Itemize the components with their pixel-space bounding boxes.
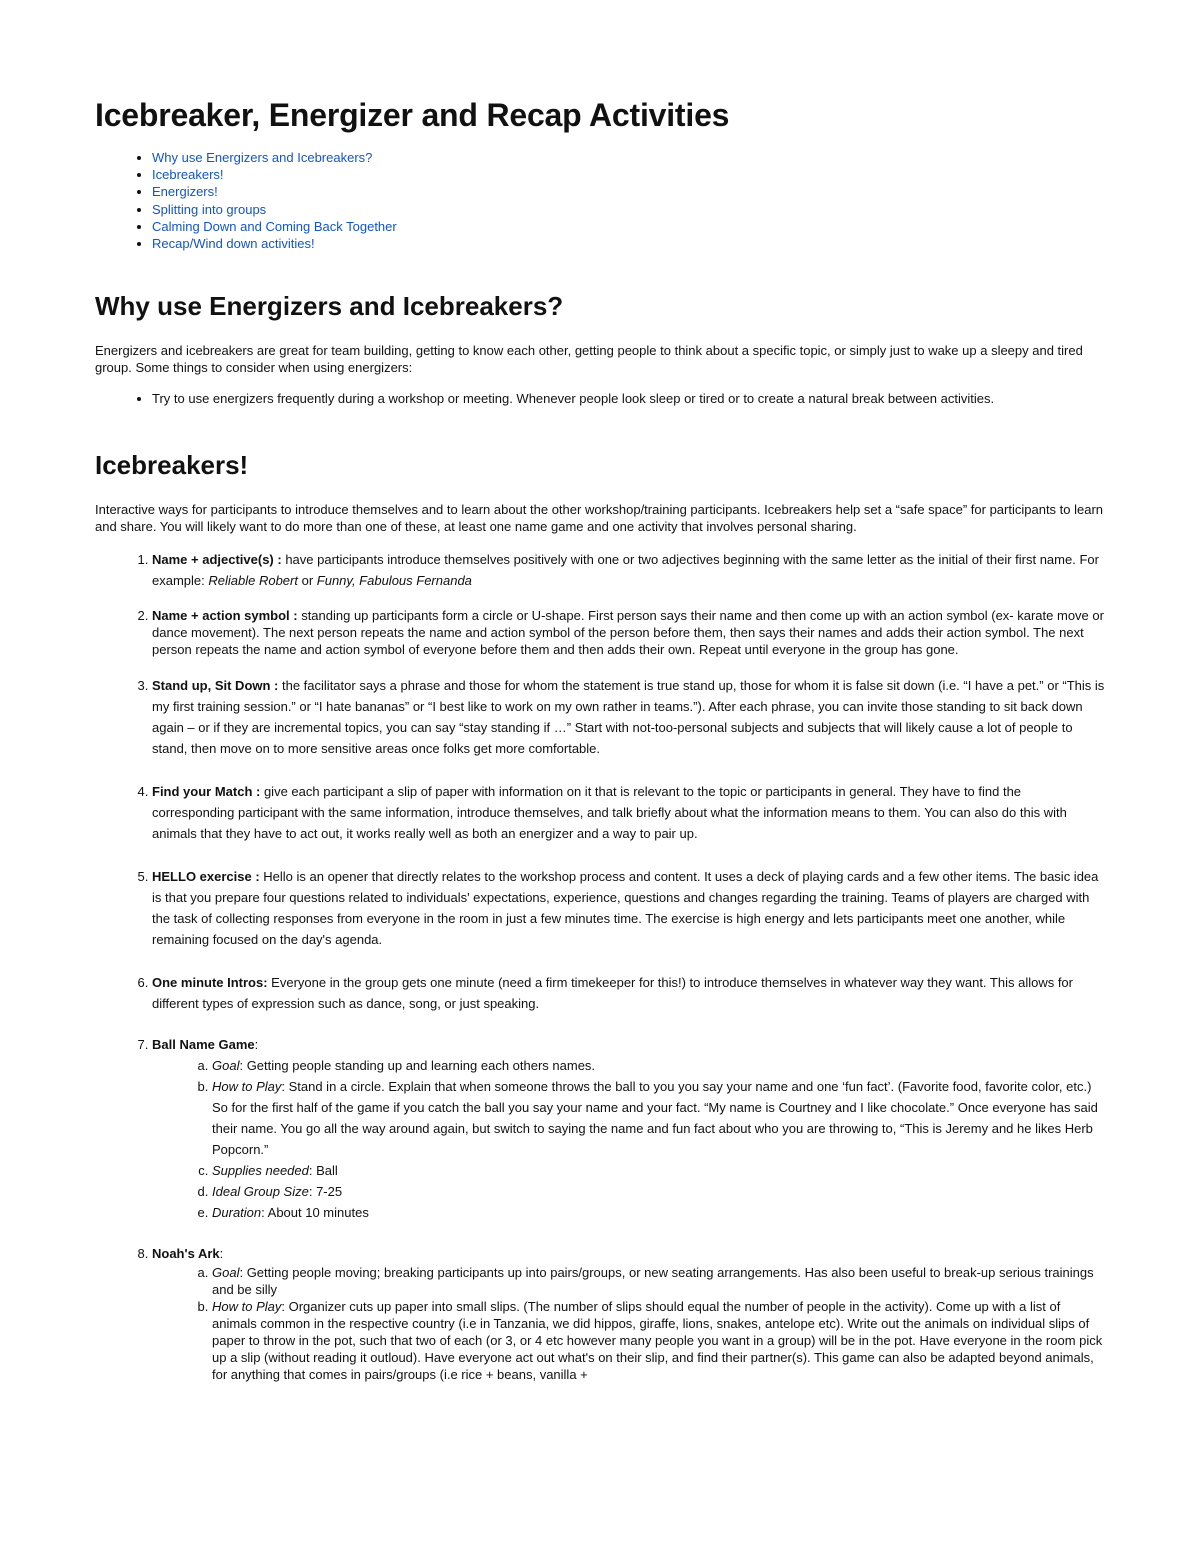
list-item [152,675,1105,759]
toc-item [152,183,1105,200]
toc-item [152,149,1105,166]
item-label: Name + action symbol : [152,608,298,624]
item-text: or [297,573,317,589]
toc-link-energizers[interactable]: Energizers! [152,184,218,200]
sub-value: : Organizer cuts up paper into small slips. (The number of slips should equal the number of people in the activity). Come up with a list of animals common in the respective country (i.e in Tanzania, we did hippos, giraffe, lions, snakes, antelope etc). Write out the animals on individual slips of paper to throw in the pot, such that two of each (or 3, or 4 etc however many people you want in a group) will be in the pot. Have everyone in the room pick up a slip (without reading it outloud). Have everyone act out what's on their slip, and find their partner(s). This game can also be adapted beyond animals, for anything that comes in pairs/groups (i.e rice + beans, vanilla + [212,1299,1103,1383]
sub-value: : Ball [308,1163,338,1179]
sub-item [212,1264,1105,1298]
sub-value: : 7-25 [308,1184,343,1200]
sub-value: : Getting people moving; breaking participants up into pairs/groups, or new seating arrangements. Has also been useful to break-up serious trainings and be silly [212,1265,1094,1298]
list-item [152,781,1105,844]
list-item [152,549,1105,591]
item-label: Find your Match : [152,784,261,800]
toc-item [152,218,1105,235]
item-text: standing up participants form a circle or U-shape. First person says their name and then come up with an action symbol (ex- karate move or dance movement). The next person repeats the name and action symbol of the person before them, then says their names and adds their action symbol. The next person repeats the name and action symbol of everyone before them and then adds their own. Repeat until everyone in the group has gone. [152,608,1104,658]
item-label: Ball Name Game [152,1037,255,1053]
example-text: Reliable Robert [208,573,298,589]
item-text: give each participant a slip of paper with information on it that is relevant to the topic or participants in general. They have to find the corresponding participant with the same information, introduce themselves, and talk briefly about what the information means to them. You can also do this with animals that they have to act out, it works really well as both an energizer and a way to pair up. [152,784,1067,842]
sub-key: Goal [212,1265,240,1281]
icebreaker-list [95,549,1105,1383]
sub-key: How to Play [212,1299,282,1315]
example-text: Funny, Fabulous Fernanda [316,573,472,589]
document-title: Icebreaker, Energizer and Recap Activities [95,97,730,133]
toc-item [152,235,1105,252]
sub-key: Goal [212,1058,240,1074]
sub-key: Ideal Group Size [212,1184,309,1200]
item-text: have participants introduce themselves positively with one or two adjectives beginning with the same letter as the initial of their first name. For example: [152,552,1099,589]
list-item [152,607,1105,658]
item-label: Noah's Ark [152,1246,220,1262]
why-intro: Energizers and icebreakers are great for team building, getting to know each other, getting people to think about a specific topic, or simply just to wake up a sleepy and tired group. Some things to consider when using energizers: [95,343,1083,376]
item-text: Hello is an opener that directly relates to the workshop process and content. It uses a deck of playing cards and a few other items. The basic idea is that you prepare four questions related to individuals' expectations, experience, questions and changes regarding the training. Teams of players are charged with the task of collecting responses from everyone in the room in just a few minutes time. The exercise is high energy and lets participants meet one another, while remaining focused on the day's agenda. [152,869,1099,948]
toc-link-why[interactable]: Why use Energizers and Icebreakers? [152,150,373,165]
sub-value: : Stand in a circle. Explain that when someone throws the ball to you you say your name and one ‘fun fact’. (Favorite food, favorite color, etc.) So for the first half of the game if you catch the ball you say your name and your fact. “My name is Courtney and I like chocolate.” Once everyone has said their name. You go all the way around again, but switch to saying the name and fun fact about who you are throwing to, “This is Jeremy and he likes Herb Popcorn.” [212,1079,1098,1158]
sub-item [212,1076,1105,1160]
item-label: Stand up, Sit Down : [152,678,279,694]
toc-item [152,201,1105,218]
item-text: the facilitator says a phrase and those for whom the statement is true stand up, those for whom it is false sit down (i.e. “I have a pet.” or “This is my first training session.” or “I hate bananas” or “I best like to work on my own rather in teams.”). After each phrase, you can invite those standing to sit back down again – or if they are incremental topics, you can say “stay standing if …” Start with not-too-personal subjects and subjects that will likely cause a lot of people to stand, then move on to more sensitive areas once folks get more comfortable. [152,678,1105,757]
item-text: : [254,1037,259,1053]
list-item [152,1034,1105,1223]
toc-link-calming[interactable]: Calming Down and Coming Back Together [152,218,397,234]
icebreakers-intro: Interactive ways for participants to introduce themselves and to learn about the other workshop/training participants. Icebreakers help set a “safe space” for participants to learn and share. You will likely want to do more than one of these, at least one name game and one activity that involves personal sharing. [95,502,1104,535]
item-label: Name + adjective(s) : [152,552,282,568]
sub-item [212,1298,1105,1383]
document-page [95,95,1105,1383]
item-label: HELLO exercise : [152,869,260,885]
sub-item [212,1181,1105,1202]
sub-item [212,1202,1105,1223]
why-bullets [95,390,1105,407]
sub-key: How to Play [212,1079,282,1095]
sub-item [212,1160,1105,1181]
item-text: Everyone in the group gets one minute (need a firm timekeeper for this!) to introduce themselves in whatever way they want. This allows for different types of expression such as dance, song, or just speaking. [152,975,1073,1012]
sub-item [212,1055,1105,1076]
table-of-contents [95,149,1105,252]
list-item [152,866,1105,950]
sub-value: : Getting people standing up and learning each others names. [239,1058,596,1074]
sub-key: Duration [212,1205,262,1221]
sub-list [152,1264,1105,1383]
toc-link-recap[interactable]: Recap/Wind down activities! [152,236,315,252]
section-heading-why: Why use Energizers and Icebreakers? [95,291,564,322]
toc-link-splitting[interactable]: Splitting into groups [152,201,267,217]
sub-list [152,1055,1105,1223]
item-text: : [219,1246,224,1262]
toc-item [152,166,1105,183]
list-item: • Try to use energizers frequently during a workshop or meeting. Whenever people look sleep or tired or to create a natural break between activities. [152,390,1105,407]
section-heading-icebreakers: Icebreakers! [95,450,249,481]
toc-link-icebreakers[interactable]: Icebreakers! [152,167,224,183]
item-label: One minute Intros: [152,975,268,991]
sub-key: Supplies needed [212,1163,309,1179]
list-item [152,972,1105,1014]
sub-value: : About 10 minutes [261,1205,369,1221]
list-item [152,1243,1105,1383]
